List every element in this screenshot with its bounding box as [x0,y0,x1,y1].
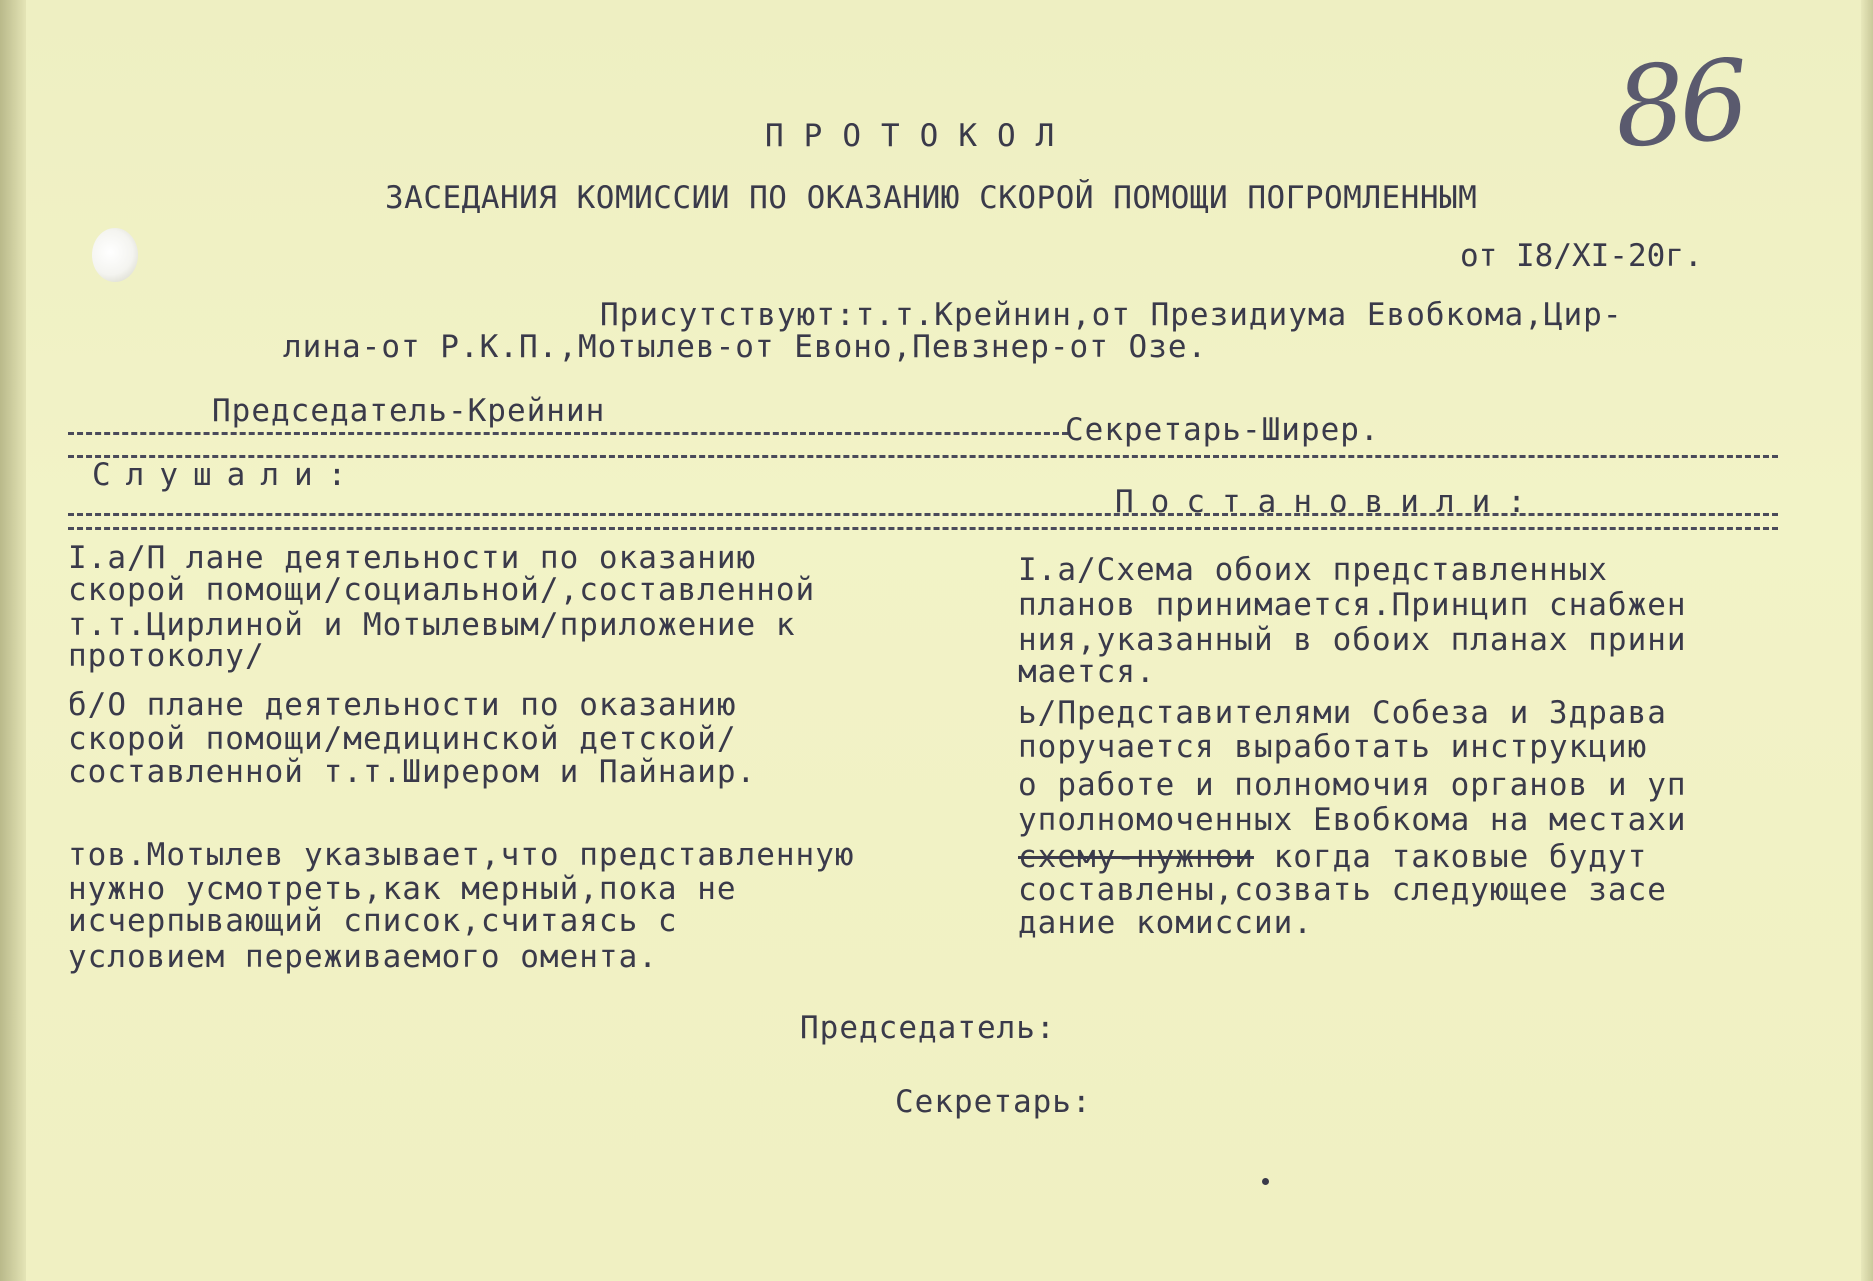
heard-heading: Слушали: [92,457,362,493]
struck-text: схему-нужнои [1018,839,1254,875]
present-line-2: лина-от Р.К.П.,Мотылев-от Евоно,Певзнер-от Озе. [283,329,1208,365]
resolved-continuation-line: дание комиссии. [1018,905,1313,941]
heard-line: I.а/П лане деятельности по оказанию [68,540,757,576]
resolved-line: планов принимается.Принцип снабжен [1018,587,1687,623]
resolved-line: уполномоченных Евобкома на местахи [1018,802,1687,838]
handwritten-page-number: 86 [1610,35,1748,173]
signature-secretary: Секретарь: [895,1084,1092,1120]
heard-line: скорой помощи/медицинской детской/ [68,721,737,757]
ink-dot [1262,1178,1269,1185]
heard-line: скорой помощи/социальной/,составленной [68,572,816,608]
signature-chairman: Председатель: [800,1010,1056,1046]
document-date: от I8/XI-20г. [1460,238,1703,274]
resolved-line: ния,указанный в обоих планах прини [1018,622,1687,658]
punch-hole [92,228,138,282]
motylev-line: нужно усмотреть,как мерный,пока не [68,871,737,907]
resolved-continuation-text: когда таковые будут [1253,839,1648,875]
dashed-divider [68,527,1778,530]
page-right-edge [1861,0,1873,1281]
motylev-line: условием переживаемого омента. [68,939,658,975]
motylev-line: тов.Мотылев указывает,что представленную [68,837,855,873]
resolved-line: I.а/Схема обоих представленных [1018,552,1608,588]
resolved-line: о работе и полномочия органов и уп [1018,767,1687,803]
document-subtitle: ЗАСЕДАНИЯ КОМИССИИ ПО ОКАЗАНИЮ СКОРОЙ ПОМОЩИ ПОГРОМЛЕННЫМ [385,180,1478,216]
resolved-line: мается. [1018,654,1156,690]
document-title: ПРОТОКОЛ [765,118,1075,154]
heard-line: т.т.Цирлиной и Мотылевым/приложение к [68,607,796,643]
resolved-heading: Постановили: [1115,484,1543,520]
resolved-line: ь/Представителями Собеза и Здрава [1018,695,1667,731]
resolved-continuation-line: составлены,созвать следующее засе [1018,872,1667,908]
present-line-1: Присутствуют:т.т.Крейнин,от Президиума Евобкома,Цир- [600,297,1623,333]
heard-line: протоколу/ [68,638,265,674]
resolved-continuation-line [1018,839,1648,875]
dashed-divider [68,432,1068,435]
heard-line: б/О плане деятельности по оказанию [68,687,737,723]
secretary-line: Секретарь-Ширер. [1065,412,1380,448]
chairman-line: Председатель-Крейнин [212,393,606,429]
heard-line: составленной т.т.Ширером и Пайнаир. [68,754,757,790]
motylev-line: исчерпывающий список,считаясь с [68,903,678,939]
resolved-line: поручается выработать инструкцию [1018,729,1648,765]
page-left-edge [0,0,26,1281]
